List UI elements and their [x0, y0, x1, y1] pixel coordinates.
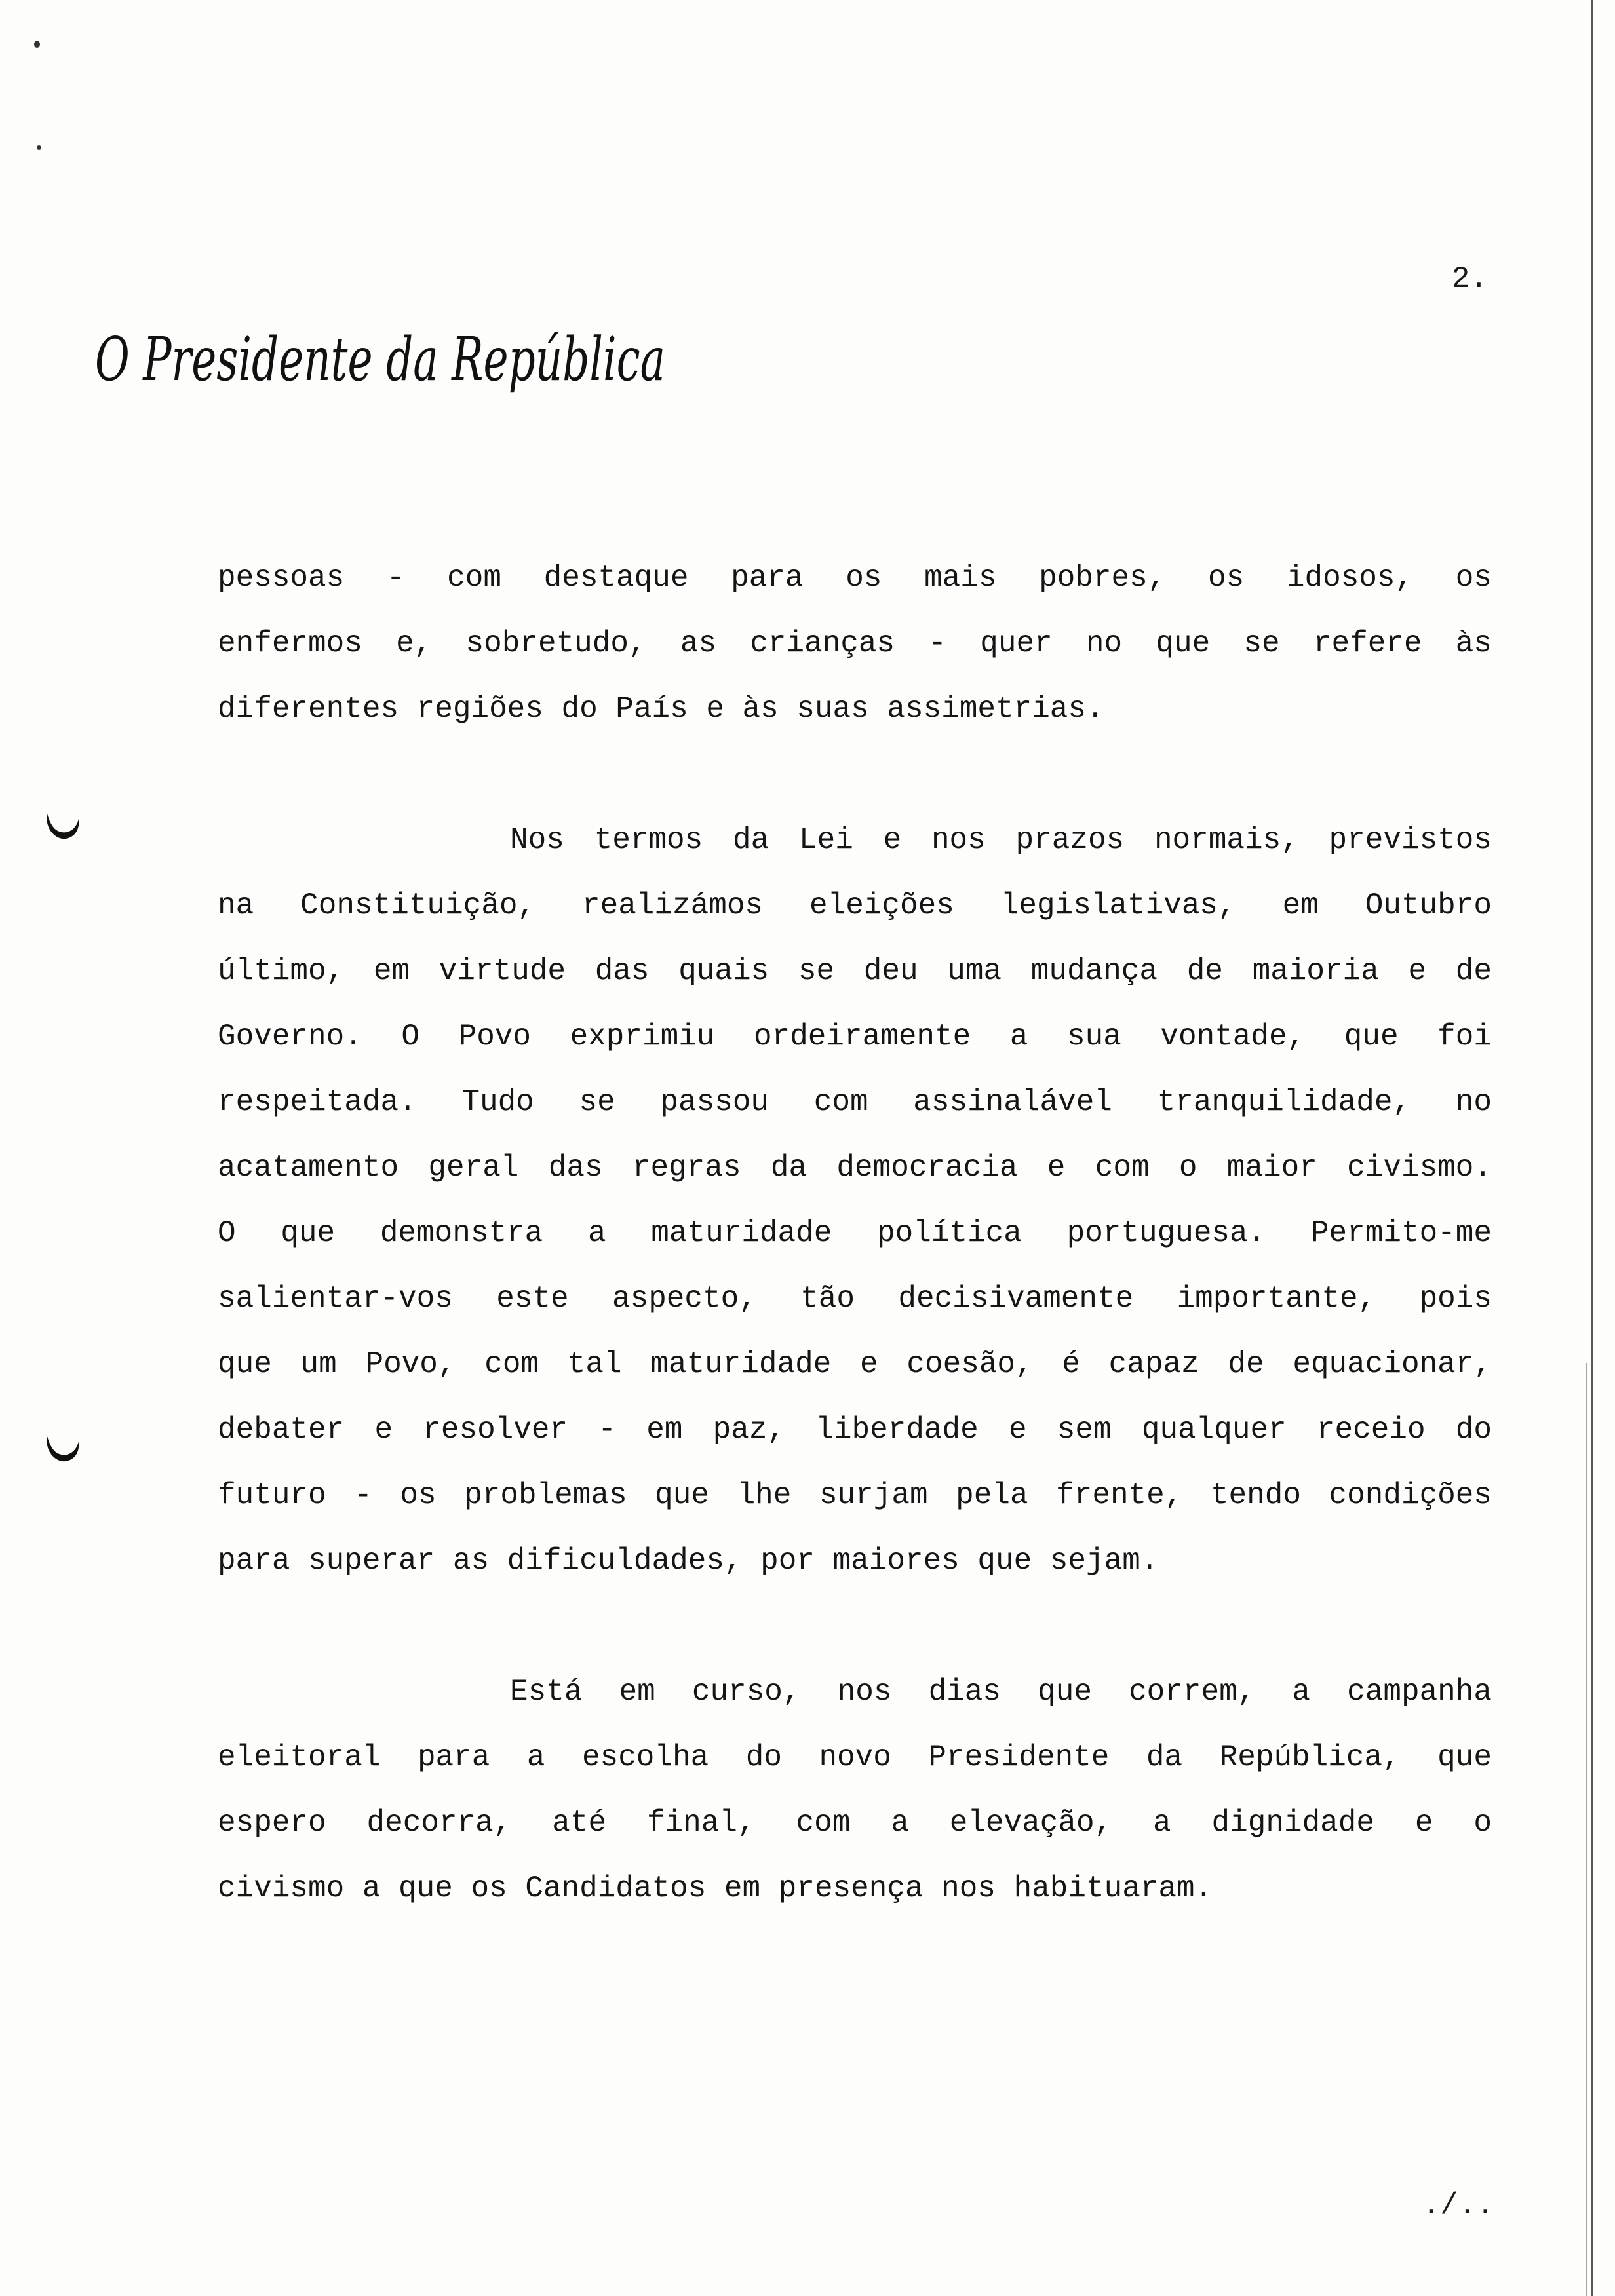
text-line: acatamento geral das regras da democracia e com o maior civismo.	[218, 1151, 1492, 1185]
text-line: diferentes regiões do País e às suas assimetrias.	[218, 692, 1104, 726]
text-line: Nos termos da Lei e nos prazos normais, previstos	[510, 823, 1492, 857]
text-line: para superar as dificuldades, por maiores que sejam.	[218, 1544, 1159, 1578]
text-line: debater e resolver - em paz, liberdade e sem qualquer receio do	[218, 1413, 1492, 1447]
text-line: Está em curso, nos dias que correm, a campanha	[510, 1675, 1492, 1709]
text-line: futuro - os problemas que lhe surjam pela frente, tendo condições	[218, 1478, 1492, 1512]
text-line: eleitoral para a escolha do novo Presidente da República, que	[218, 1740, 1492, 1774]
text-line: pessoas - com destaque para os mais pobres, os idosos, os	[218, 561, 1492, 595]
scan-speck	[34, 41, 40, 48]
presidential-letterhead	[95, 308, 685, 406]
paragraph	[218, 545, 1492, 742]
punch-hole-mark	[43, 1432, 81, 1464]
text-line: respeitada. Tudo se passou com assinalável tranquilidade, no	[218, 1085, 1492, 1119]
letterhead-text: O Presidente da República	[95, 324, 665, 394]
scan-edge-line-secondary	[1586, 1363, 1587, 2296]
paragraph	[218, 807, 1492, 1594]
paragraph	[218, 1659, 1492, 1921]
page-number: 2.	[1451, 262, 1488, 296]
text-line: na Constituição, realizámos eleições legislativas, em Outubro	[218, 889, 1492, 923]
text-line: Governo. O Povo exprimiu ordeiramente a sua vontade, que foi	[218, 1020, 1492, 1054]
text-line: salientar-vos este aspecto, tão decisivamente importante, pois	[218, 1282, 1492, 1316]
text-line: último, em virtude das quais se deu uma mudança de maioria e de	[218, 954, 1492, 988]
text-line: enfermos e, sobretudo, as crianças - quer no que se refere às	[218, 626, 1492, 660]
punch-hole-mark	[43, 810, 81, 841]
text-line: espero decorra, até final, com a elevação, a dignidade e o	[218, 1806, 1492, 1840]
scan-speck	[37, 145, 41, 150]
text-line: que um Povo, com tal maturidade e coesão, é capaz de equacionar,	[218, 1347, 1492, 1381]
text-line: O que demonstra a maturidade política portuguesa. Permito-me	[218, 1216, 1492, 1250]
continuation-mark: ./..	[1422, 2189, 1494, 2223]
letter-body	[218, 545, 1492, 1921]
text-line: civismo a que os Candidatos em presença nos habituaram.	[218, 1871, 1213, 1905]
scan-edge-line	[1591, 0, 1593, 2296]
